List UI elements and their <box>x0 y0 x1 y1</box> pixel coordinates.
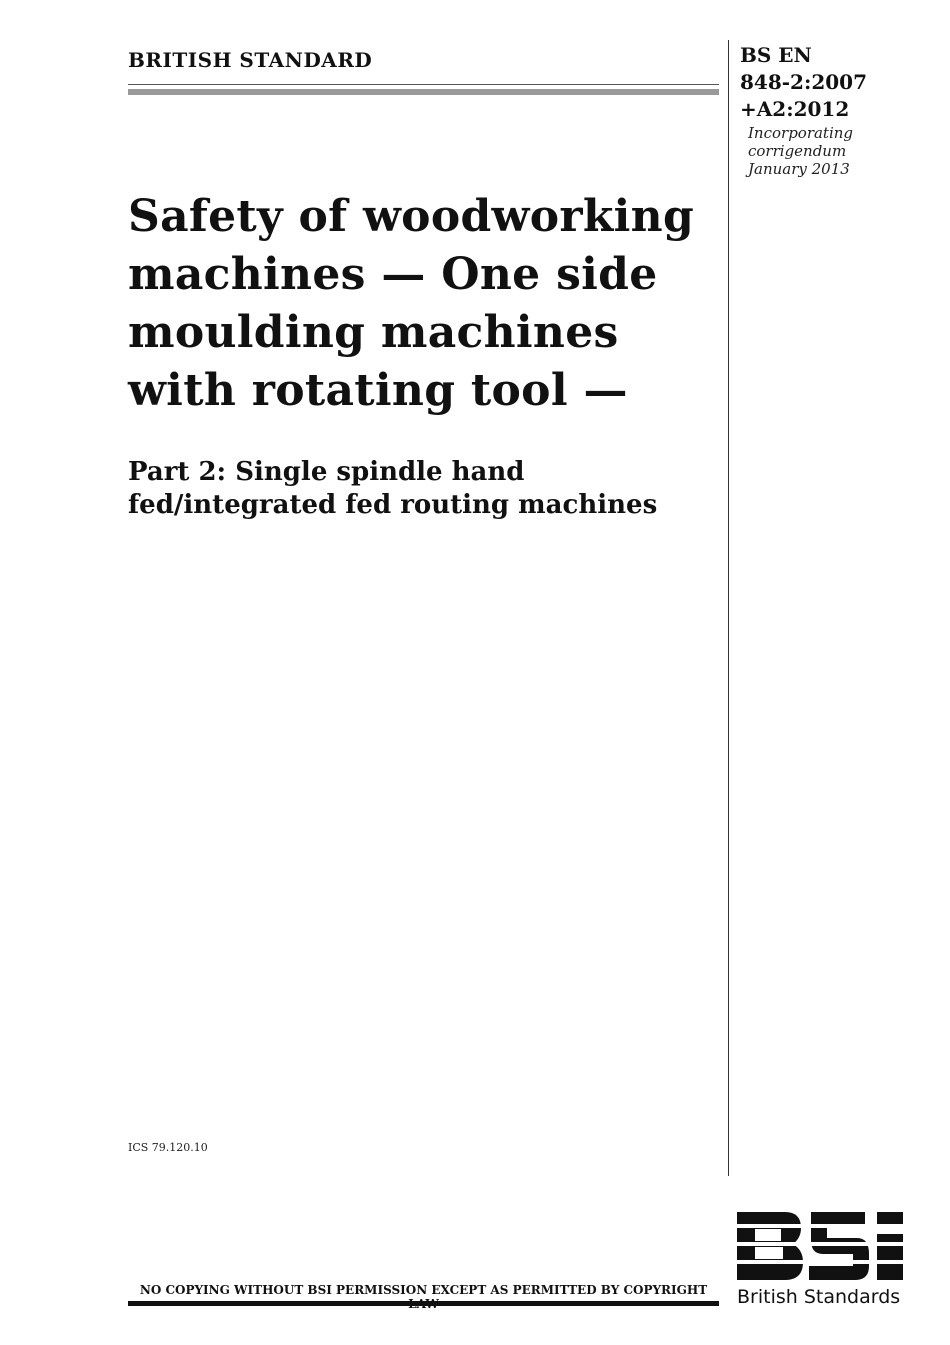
copyright-notice: NO COPYING WITHOUT BSI PERMISSION EXCEPT AS PERMITTED BY COPYRIGHT <box>139 1283 708 1297</box>
header-rule-thin <box>128 84 719 85</box>
corrigendum-line: Incorporating <box>748 124 854 142</box>
corrigendum-note <box>748 124 853 178</box>
standard-designation <box>740 42 867 123</box>
subtitle-line: Part 2: Single spindle hand <box>128 457 525 487</box>
designation-line: 848-2:2007 <box>740 70 868 94</box>
ics-code: ICS 79.120.10 <box>128 1141 208 1154</box>
document-subtitle <box>128 456 723 522</box>
title-line: moulding machines <box>128 307 619 358</box>
designation-line: BS EN <box>740 43 812 67</box>
vertical-divider <box>728 40 729 1176</box>
footer-rule <box>128 1301 719 1306</box>
document-type-label: BRITISH STANDARD <box>128 48 373 72</box>
title-line: machines — One side <box>128 249 658 300</box>
document-title <box>128 188 723 420</box>
bsi-tagline: British Standards <box>737 1286 901 1308</box>
corrigendum-line: corrigendum <box>748 142 847 160</box>
corrigendum-line: January 2013 <box>748 160 850 178</box>
header-rule-thick <box>128 89 719 95</box>
designation-line: +A2:2012 <box>740 97 850 121</box>
subtitle-line: fed/integrated fed routing machines <box>128 490 658 520</box>
title-line: Safety of woodworking <box>128 191 695 242</box>
title-line: with rotating tool — <box>128 365 628 416</box>
